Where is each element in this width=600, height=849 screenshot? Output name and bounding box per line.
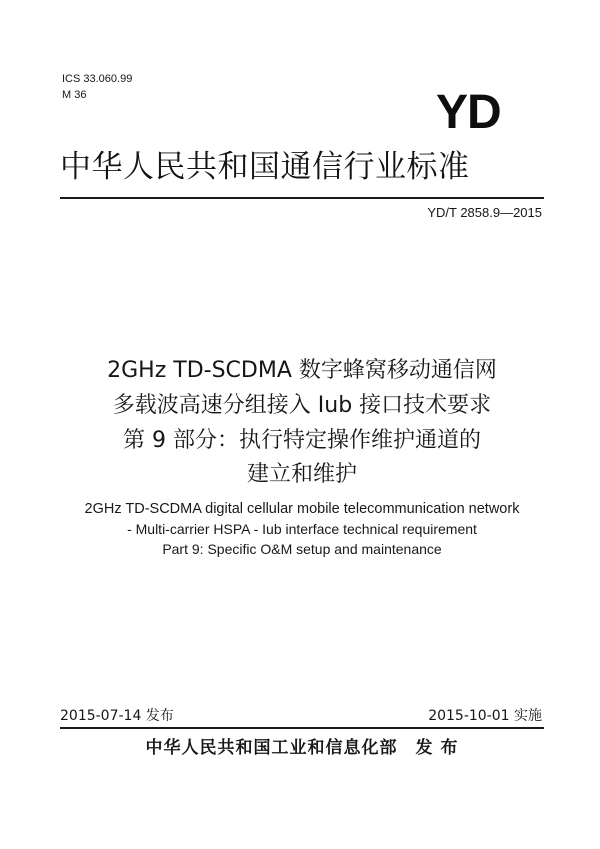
classification-code: M 36	[62, 89, 87, 101]
title-cn-line-3: 第 9 部分：执行特定操作维护通道的	[123, 428, 481, 453]
top-divider	[60, 197, 544, 199]
title-cn-line-1: 2GHz TD-SCDMA 数字蜂窝移动通信网	[107, 358, 497, 383]
implementation-date: 2015-10-01 实施	[428, 708, 542, 724]
title-en-line-1: 2GHz TD-SCDMA digital cellular mobile telecommunication network	[84, 501, 520, 517]
ics-code: ICS 33.060.99	[62, 73, 133, 85]
yd-logo: YD	[436, 86, 501, 139]
title-en-line-3: Part 9: Specific O&M setup and maintenance	[162, 541, 442, 557]
bottom-divider	[60, 727, 544, 729]
issuing-authority: 中华人民共和国工业和信息化部 发 布	[145, 738, 459, 758]
title-cn-line-4: 建立和维护	[246, 462, 357, 487]
standard-category-title: 中华人民共和国通信行业标准	[60, 149, 470, 185]
title-en-line-2: - Multi-carrier HSPA - Iub interface technical requirement	[127, 521, 477, 537]
issue-date: 2015-07-14 发布	[60, 708, 174, 724]
title-cn-line-2: 多载波高速分组接入 Iub 接口技术要求	[112, 393, 492, 418]
standard-number: YD/T 2858.9—2015	[427, 205, 542, 220]
